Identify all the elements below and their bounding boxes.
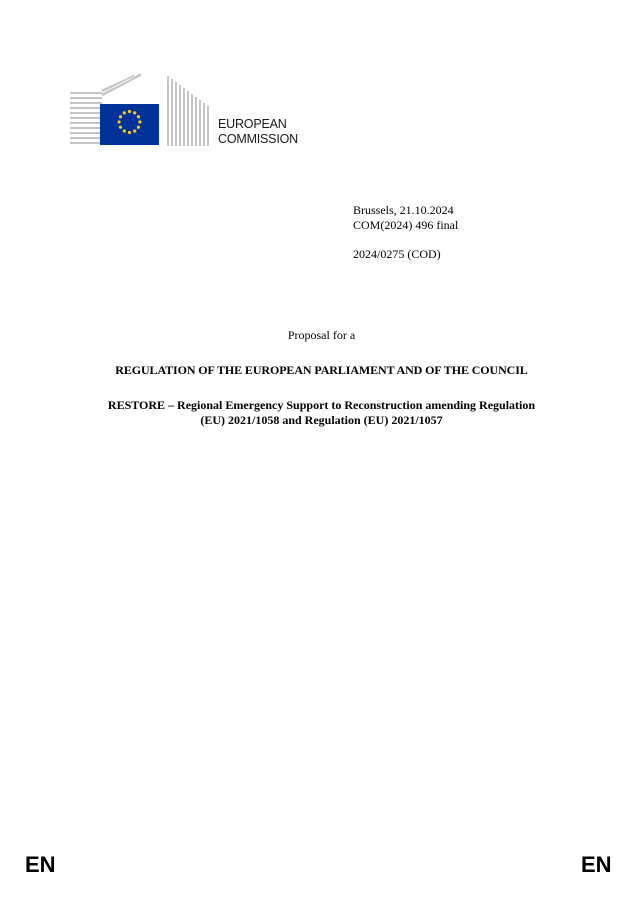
document-number: COM(2024) 496 final xyxy=(353,218,459,232)
regulation-subtitle xyxy=(0,398,643,428)
subtitle-line2: (EU) 2021/1058 and Regulation (EU) 2021/1057 xyxy=(200,413,443,427)
organization-name xyxy=(218,117,298,147)
organization-name-line2: COMMISSION xyxy=(218,132,298,146)
organization-name-line1: EUROPEAN xyxy=(218,117,287,131)
language-code-right: EN xyxy=(581,852,612,877)
proposal-label: Proposal for a xyxy=(287,328,356,342)
regulation-title: REGULATION OF THE EUROPEAN PARLIAMENT AND OF THE COUNCIL xyxy=(115,363,528,377)
reference-block xyxy=(353,203,458,233)
procedure-number: 2024/0275 (COD) xyxy=(353,247,441,261)
eu-flag-icon xyxy=(100,104,159,145)
language-code-left: EN xyxy=(25,852,56,877)
european-commission-logo xyxy=(69,70,214,148)
subtitle-line1: RESTORE – Regional Emergency Support to Reconstruction amending Regulation xyxy=(107,398,536,412)
place-date: Brussels, 21.10.2024 xyxy=(353,203,454,217)
